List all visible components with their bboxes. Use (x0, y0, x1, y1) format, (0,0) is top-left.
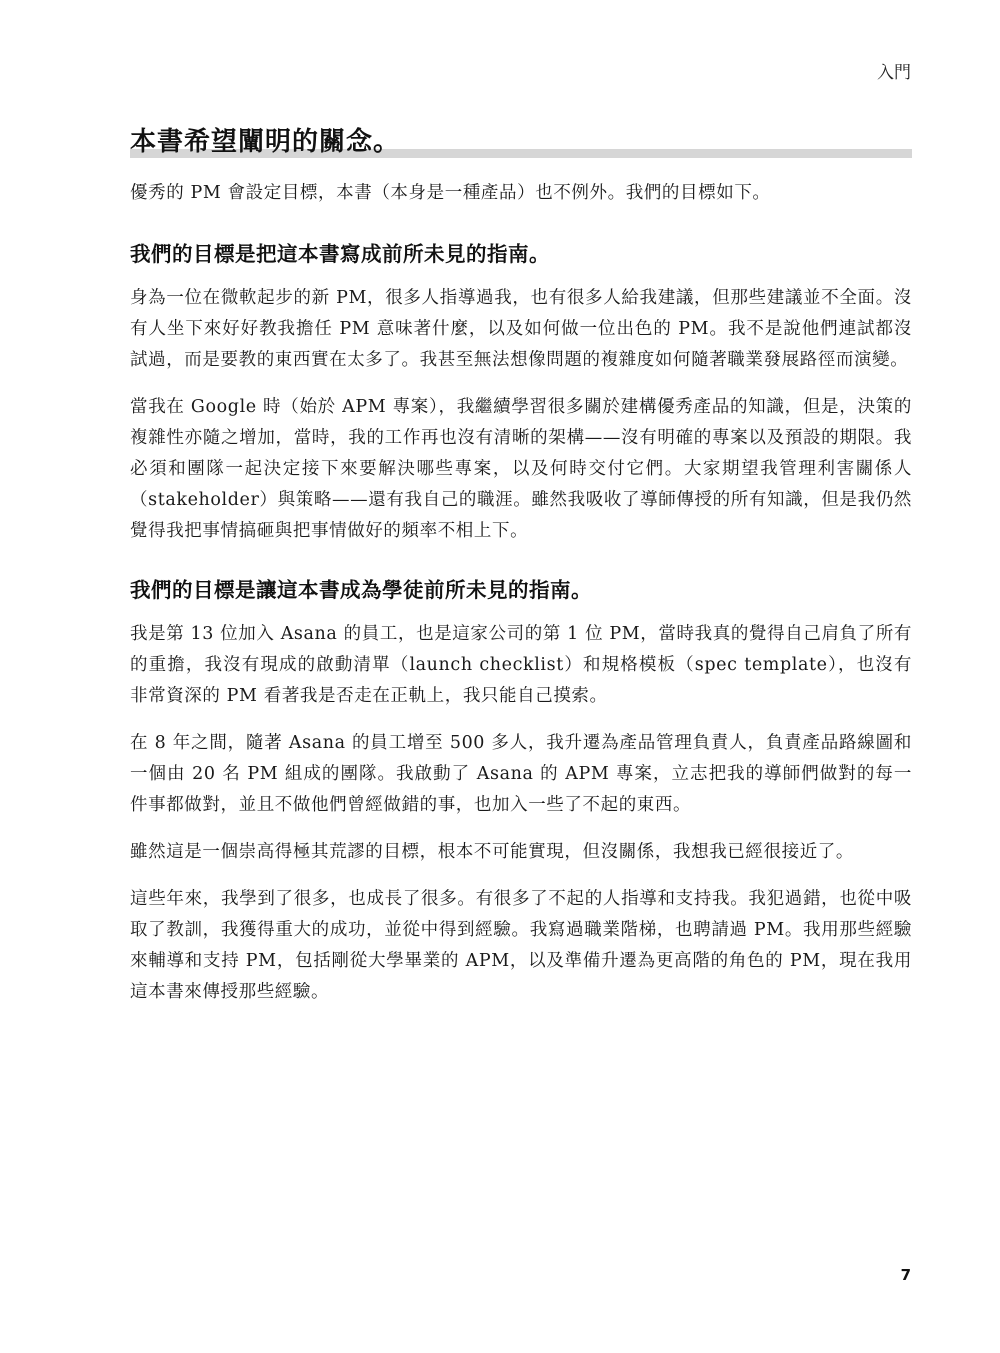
goal2-paragraph-3: 雖然這是一個崇高得極其荒謬的目標，根本不可能實現，但沒關係，我想我已經很接近了。 (130, 842, 854, 862)
goal-heading-1: 我們的目標是把這本書寫成前所未見的指南。 (130, 242, 550, 266)
running-header: 入門 (877, 63, 911, 83)
goal-heading-2: 我們的目標是讓這本書成為學徒前所未見的指南。 (130, 578, 592, 602)
goal2-paragraph-2: 在 8 年之間，隨著 Asana 的員工增至 500 多人，我升遷為產品管理負責人，負責產品路線圖和一個由 20 名 PM 組成的團隊。我啟動了 Asana 的 APM 專案，立志把我的導師們做對的每一件事都做對，並且不做他們曾經做錯的事，也加入一些了不起的東西。 (130, 733, 912, 815)
goal2-paragraph-4: 這些年來，我學到了很多，也成長了很多。有很多了不起的人指導和支持我。我犯過錯，也從中吸取了教訓，我獲得重大的成功，並從中得到經驗。我寫過職業階梯，也聘請過 PM。我用那些經驗來輔導和支持 PM，包括剛從大學畢業的 APM，以及準備升遷為更高階的角色的 PM，現在我用這本書來傳授那些經驗。 (130, 889, 912, 1002)
page-body (130, 178, 912, 1024)
section-title: 本書希望闡明的關念。 (130, 127, 401, 157)
goal1-paragraph-1: 身為一位在微軟起步的新 PM，很多人指導過我，也有很多人給我建議，但那些建議並不全面。沒有人坐下來好好教我擔任 PM 意味著什麼，以及如何做一位出色的 PM。我不是說他們連試都沒試過，而是要教的東西實在太多了。我甚至無法想像問題的複雜度如何隨著職業發展路徑而演變。 (130, 288, 912, 370)
intro-paragraph: 優秀的 PM 會設定目標，本書（本身是一種產品）也不例外。我們的目標如下。 (130, 183, 771, 203)
goal2-paragraph-1: 我是第 13 位加入 Asana 的員工，也是這家公司的第 1 位 PM，當時我真的覺得自己肩負了所有的重擔，我沒有現成的啟動清單（launch checklist）和規格模板（spec template），也沒有非常資深的 PM 看著我是否走在正軌上，我只能自己摸索。 (130, 624, 912, 706)
section-title-block (130, 124, 912, 160)
page-number: 7 (900, 1266, 911, 1284)
goal1-paragraph-2: 當我在 Google 時（始於 APM 專案），我繼續學習很多關於建構優秀產品的知識，但是，決策的複雜性亦隨之增加，當時，我的工作再也沒有清晰的架構——沒有明確的專案以及預設的期限。我必須和團隊一起決定接下來要解決哪些專案，以及何時交付它們。大家期望我管理利害關係人（stakeholder）與策略——還有我自己的職涯。雖然我吸收了導師傳授的所有知識，但是我仍然覺得我把事情搞砸與把事情做好的頻率不相上下。 (130, 397, 912, 541)
